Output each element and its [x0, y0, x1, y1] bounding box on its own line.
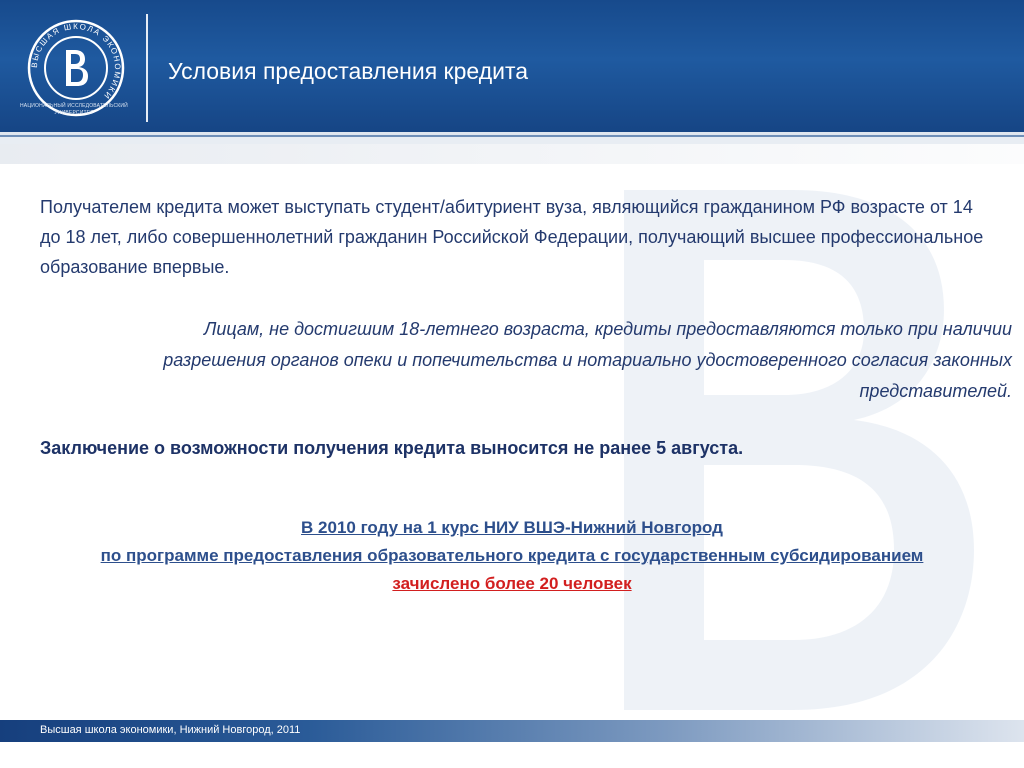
- paragraph-decision-date: Заключение о возможности получения кредита выносится не ранее 5 августа.: [40, 438, 744, 458]
- paragraph-minors-condition: Лицам, не достигшим 18-летнего возраста, кредиты предоставляются только при наличии разрешения органов опеки и попечительства и нотариально удостоверенного согласия законных представителей.: [163, 319, 1012, 401]
- logo-ring-text: ВЫСШАЯ ШКОЛА ЭКОНОМИКИ: [29, 21, 123, 102]
- paragraph-borrower-eligibility: Получателем кредита может выступать студент/абитуриент вуза, являющийся гражданином РФ возрасте от 14 до 18 лет, либо совершеннолетний гражданин Российской Федерации, получающий высшее профессиональное образование впервые.: [40, 197, 984, 277]
- footer-bar: [0, 720, 1024, 742]
- logo-caption: НАЦИОНАЛЬНЫЙ ИССЛЕДОВАТЕЛЬСКИЙ УНИВЕРСИТЕТ: [20, 103, 128, 116]
- highlight-line-3: зачислено более 20 человек: [392, 574, 632, 593]
- highlight-line-1: В 2010 году на 1 курс НИУ ВШЭ-Нижний Новгород: [301, 518, 723, 537]
- slide-title: Условия предоставления кредита: [168, 58, 529, 84]
- enrollment-highlight: [0, 514, 1024, 598]
- highlight-line-2: по программе предоставления образовательного кредита с государственным субсидированием: [100, 546, 924, 565]
- footer-text: Высшая школа экономики, Нижний Новгород, 2011: [40, 724, 301, 736]
